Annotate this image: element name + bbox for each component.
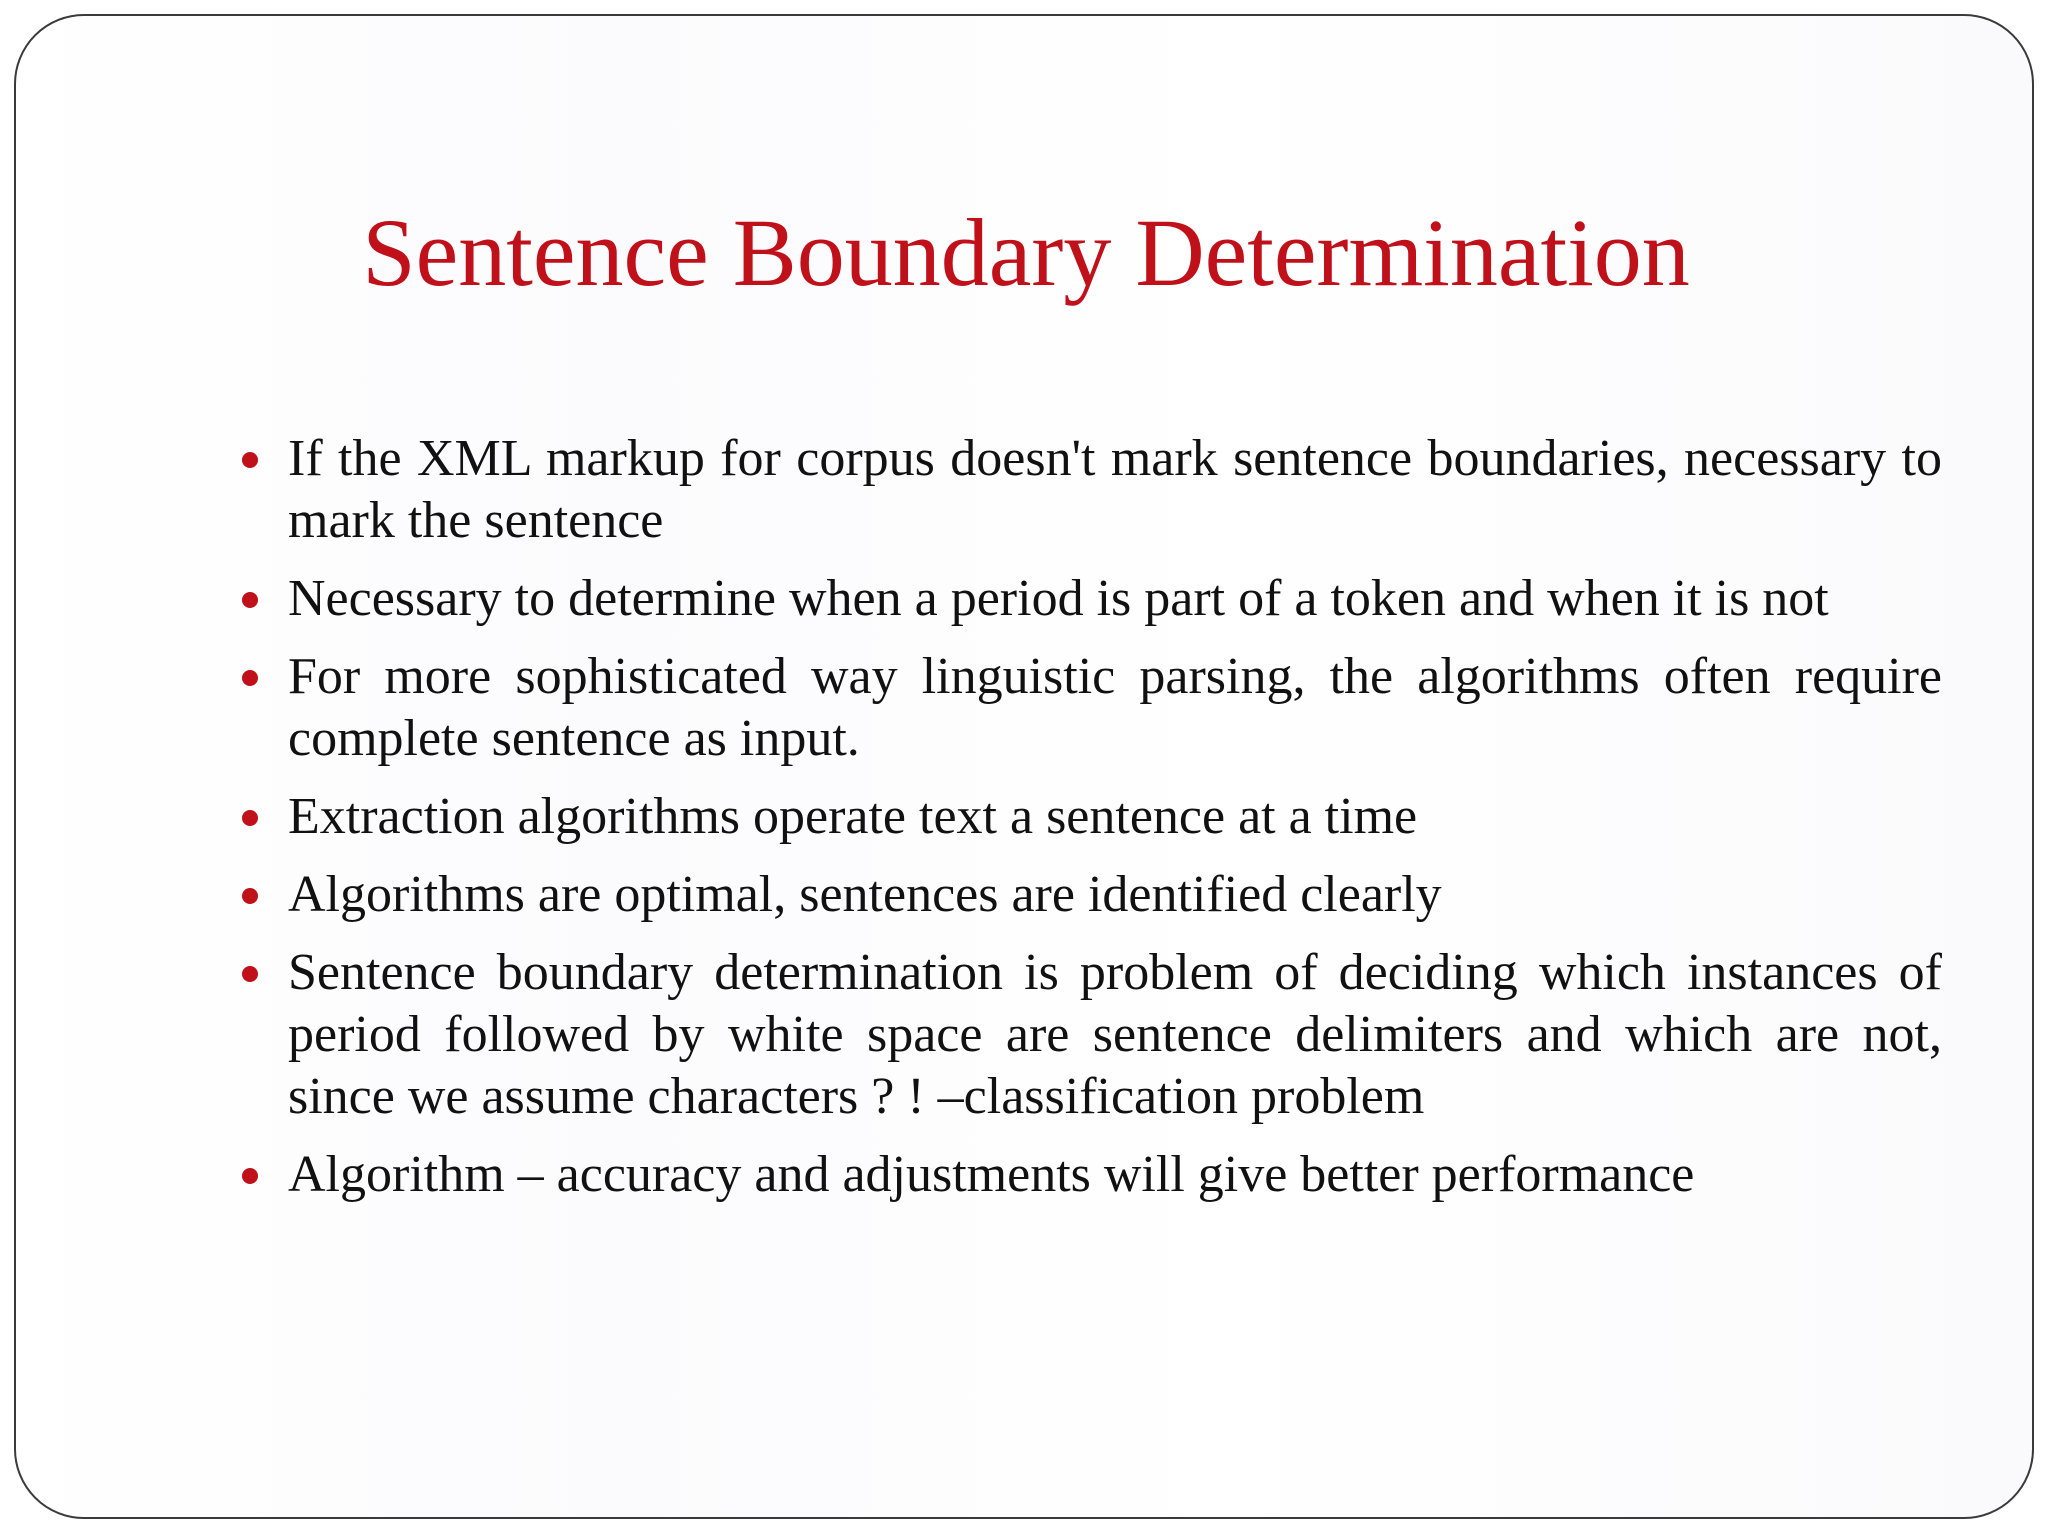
bullet-text: If the XML markup for corpus doesn't mark sentence boundaries, necessary to mark the sentence [288,430,1942,549]
slide-frame [14,14,2034,1519]
bullet-item [288,646,1942,770]
bullet-dot-icon [242,592,258,608]
bullet-item [288,568,1942,630]
bullet-text: Algorithms are optimal, sentences are identified clearly [288,866,1442,923]
bullet-list [288,428,1942,1222]
bullet-item [288,428,1942,552]
bullet-text: Necessary to determine when a period is part of a token and when it is not [288,570,1829,627]
bullet-item [288,864,1942,926]
bullet-text: Algorithm – accuracy and adjustments will give better performance [288,1146,1695,1203]
bullet-dot-icon [242,452,258,468]
bullet-text: For more sophisticated way linguistic parsing, the algorithms often require complete sentence as input. [288,648,1942,767]
bullet-dot-icon [242,810,258,826]
bullet-dot-icon [242,670,258,686]
slide-title: Sentence Boundary Determination [362,199,1690,306]
bullet-item [288,786,1942,848]
bullet-dot-icon [242,1168,258,1184]
bullet-dot-icon [242,966,258,982]
bullet-dot-icon [242,888,258,904]
bullet-text: Sentence boundary determination is problem of deciding which instances of period followed by white space are sentence delimiters and which are not, since we assume characters ? ! –classification problem [288,944,1942,1125]
bullet-item [288,1144,1942,1206]
bullet-item [288,942,1942,1128]
bullet-text: Extraction algorithms operate text a sentence at a time [288,788,1418,845]
